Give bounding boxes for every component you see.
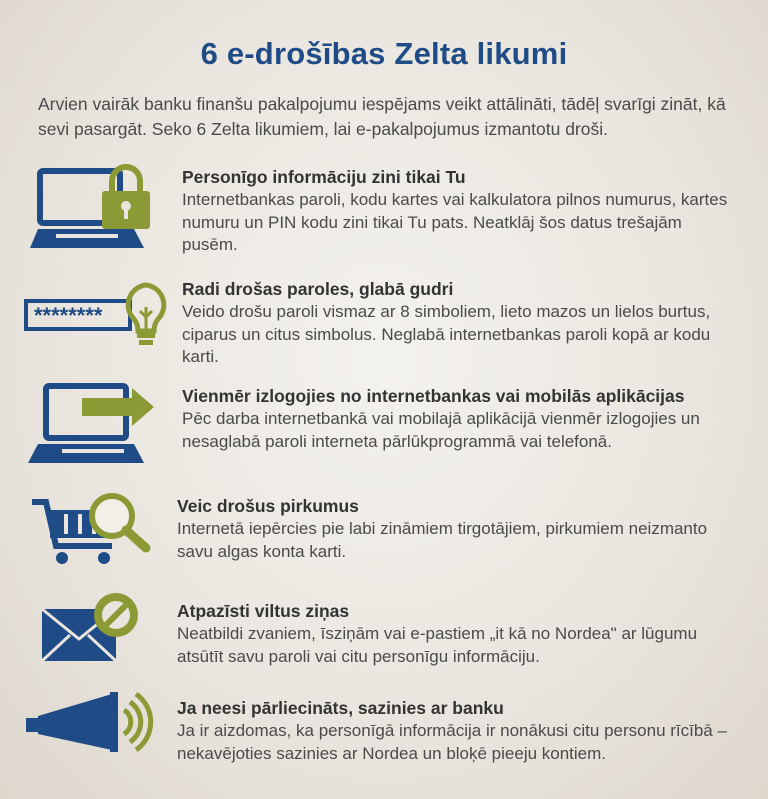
rule-5-text — [177, 599, 737, 668]
rule-1-text — [182, 165, 742, 257]
page-title: 6 e-drošības Zelta likumi — [200, 36, 568, 71]
rule-6-text — [177, 696, 737, 765]
rule-body: Internetā iepērcies pie labi zināmiem tirgotājiem, pirkumiem neizmanto savu algas konta karti. — [177, 519, 708, 561]
password-mask: ******** — [34, 303, 103, 328]
rule-4-text — [177, 494, 737, 563]
envelope-prohibited-icon — [40, 589, 150, 669]
rule-title: Atpazīsti viltus ziņas — [177, 601, 350, 621]
rule-body: Internetbankas paroli, kodu kartes vai kalkulatora pilnos numurus, kartes numuru un PIN kodu zini tikai Tu pats. Neatklāj šos datus trešajām pusēm. — [182, 190, 728, 254]
rule-body: Veido drošu paroli vismaz ar 8 simboliem, lieto mazos un lielos burtus, ciparus un citus simbolus. Neglabā internetbankas paroli kopā ar kodu karti. — [182, 302, 711, 366]
rule-title: Personīgo informāciju zini tikai Tu — [182, 167, 466, 187]
rule-body: Pēc darba internetbankā vai mobilajā aplikācijā vienmēr izlogojies un nesaglabā paroli interneta pārlūkprogrammā vai telefonā. — [182, 409, 700, 451]
rule-body: Ja ir aizdomas, ka personīgā informācija ir nonākusi citu personu rīcībā – nekavējoties sazinies ar Nordea un bloķē pieeju kontiem. — [177, 721, 727, 763]
intro-paragraph: Arvien vairāk banku finanšu pakalpojumu iespējams veikt attālināti, tādēļ svarīgi zināt, kā sevi pasargāt. Seko 6 Zelta likumiem, lai e-pakalpojumus izmantotu droši. — [38, 94, 726, 139]
rule-title: Ja neesi pārliecināts, sazinies ar banku — [177, 698, 504, 718]
laptop-logout-arrow-icon — [28, 378, 168, 468]
rule-title: Radi drošas paroles, glabā gudri — [182, 279, 454, 299]
password-lightbulb-icon — [22, 277, 172, 355]
laptop-padlock-icon — [28, 163, 163, 253]
rule-title: Vienmēr izlogojies no internetbankas vai mobilās aplikācijas — [182, 386, 685, 406]
megaphone-icon — [22, 688, 162, 758]
rule-2-text — [182, 277, 742, 369]
rule-body: Neatbildi zvaniem, īsziņām vai e-pastiem „it kā no Nordea" ar lūgumu atsūtīt savu paroli vai citu personīgu informāciju. — [177, 624, 698, 666]
rule-3-text — [182, 384, 742, 453]
rule-title: Veic drošus pirkumus — [177, 496, 359, 516]
cart-magnifier-icon — [28, 490, 158, 568]
